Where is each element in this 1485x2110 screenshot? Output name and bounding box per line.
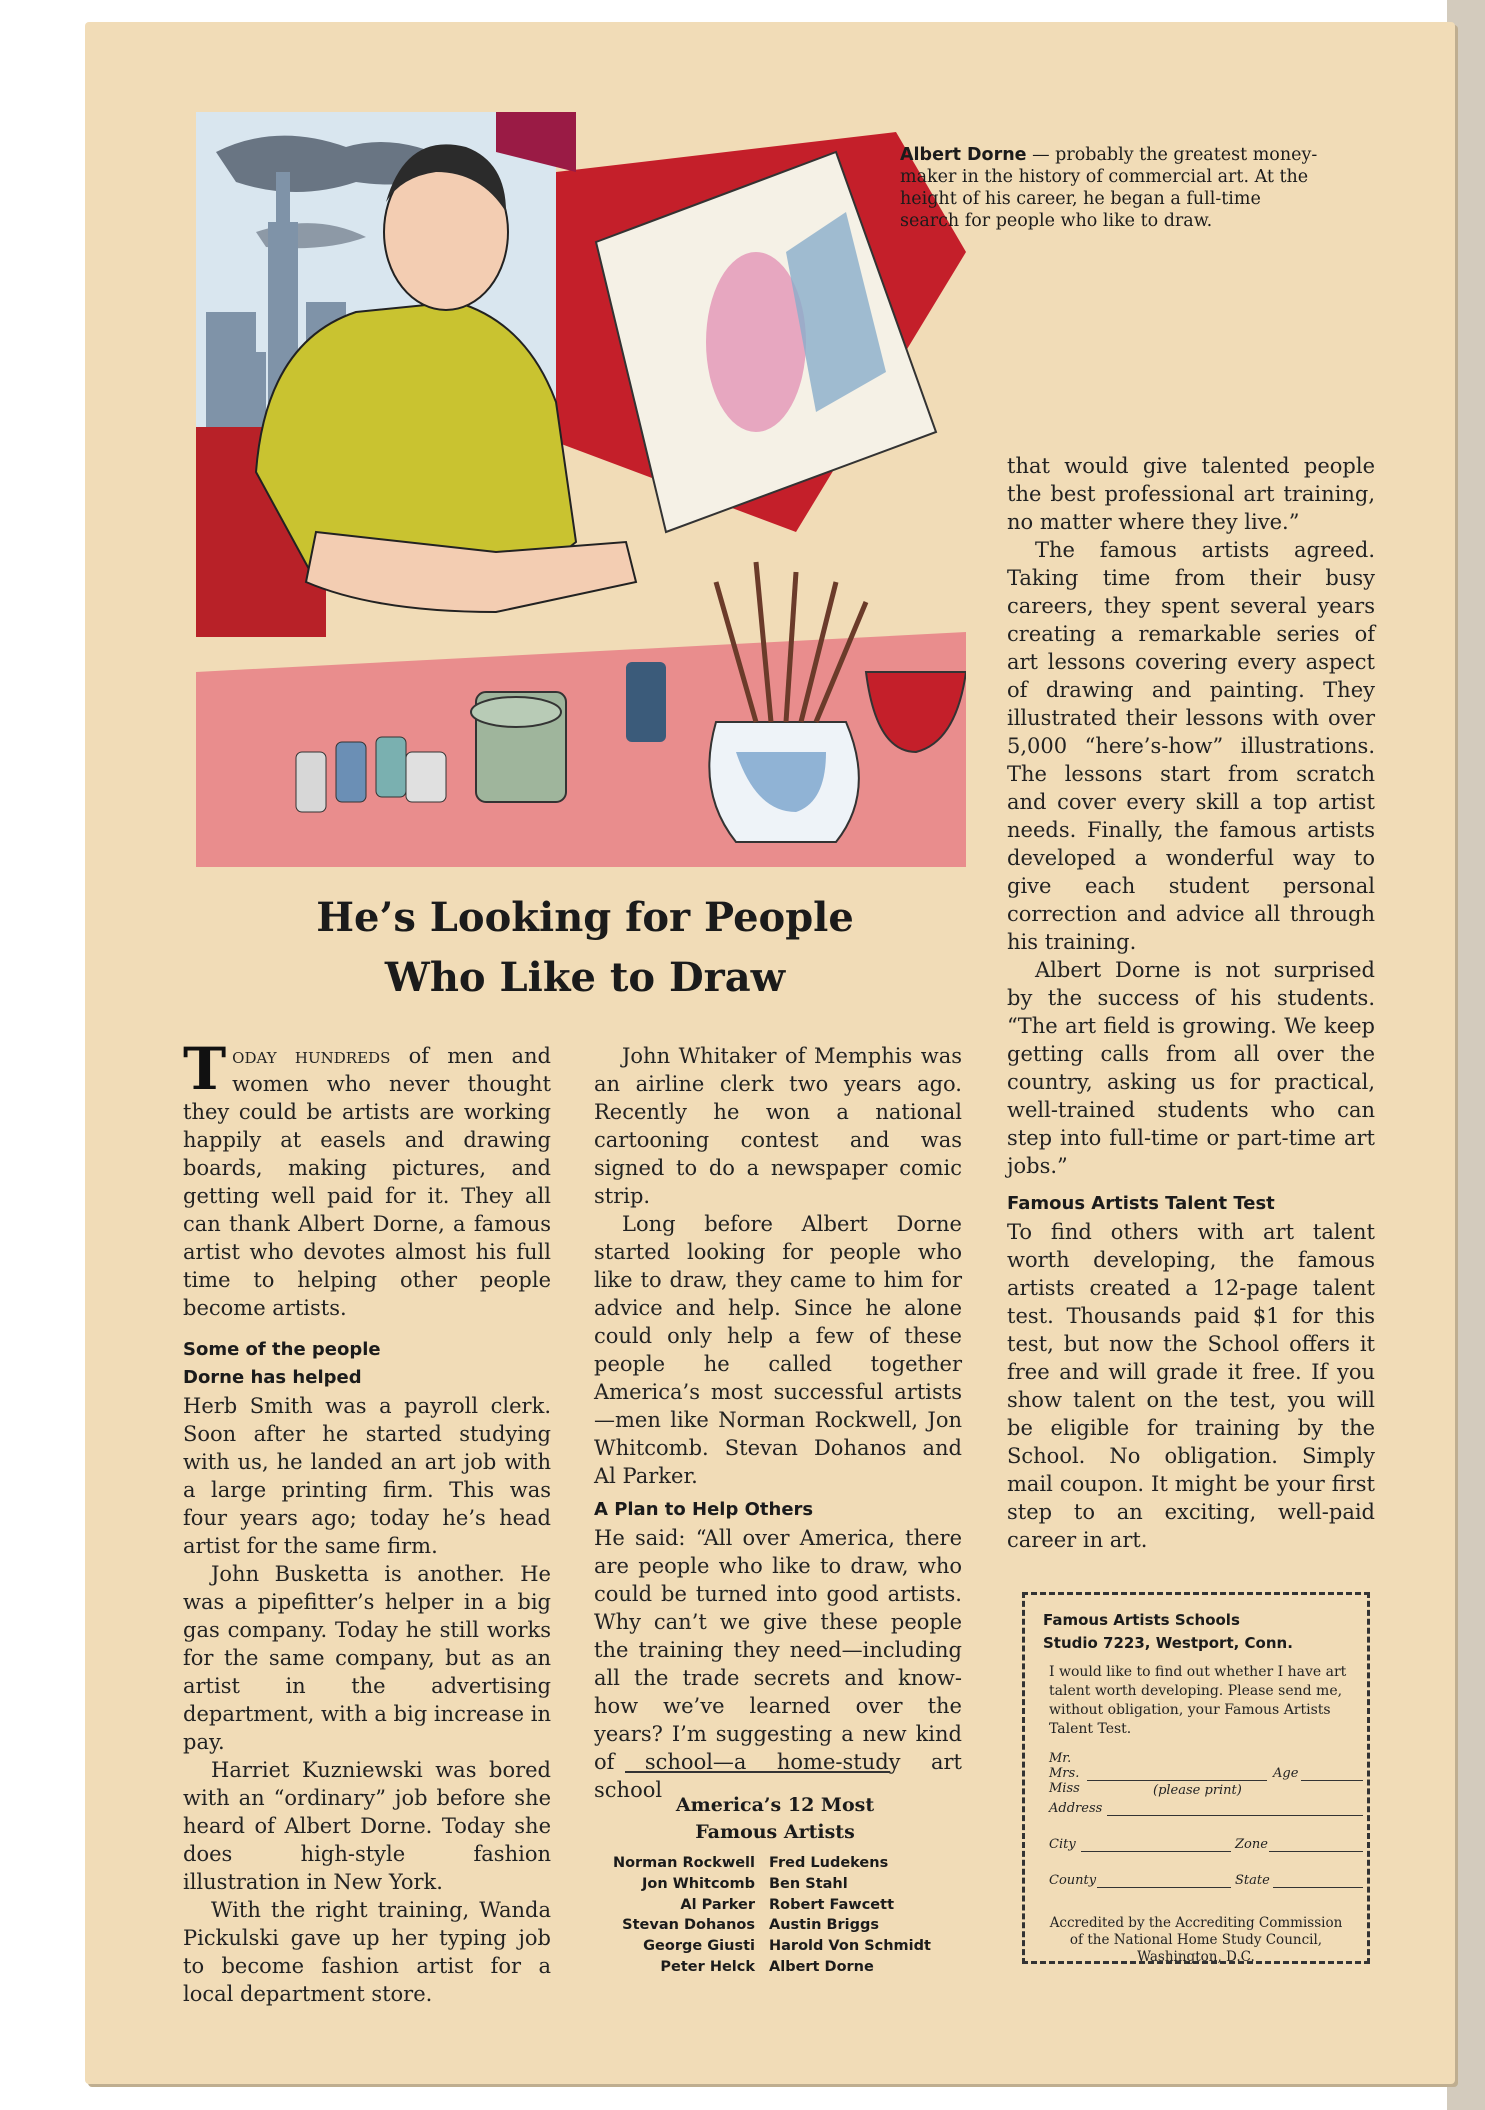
coupon-label-city: City <box>1049 1837 1076 1852</box>
artist-name: Al Parker <box>680 1896 755 1913</box>
coupon-label-zone: Zone <box>1235 1837 1268 1852</box>
subhead-plan: A Plan to Help Others <box>594 1499 814 1520</box>
artist-name: Harold Von Schmidt <box>769 1938 931 1955</box>
famous-artists-title-1: America’s 12 Most <box>675 1794 875 1816</box>
age-field[interactable] <box>1301 1780 1363 1781</box>
artist-name: Norman Rockwell <box>612 1855 755 1871</box>
famous-artists-title-2: Famous Artists <box>695 1821 855 1843</box>
artist-name: Robert Fawcett <box>769 1896 894 1913</box>
lead-smallcaps: oday hundreds <box>232 1044 391 1068</box>
artist-row <box>585 1957 985 1978</box>
coupon-request-text: I would like to find out whether I have art talent worth developing. Please send me, without obligation, your Famous Artists Talent Test. <box>1049 1664 1347 1737</box>
coupon-accreditation: Accredited by the Accrediting Commission of the National Home Study Council, Washington, D.C. <box>1049 1915 1343 1965</box>
paragraph-artists-agreed: The famous artists agreed. Taking time from their busy careers, they spent several years creating a remarkable series of art lessons covering every aspect of drawing and painting. They illustrated their lessons with over 5,000 “here’s-how” illustrations. The lessons start from scratch and cover every skill a top artist needs. Finally, the famous artists developed a wonderful way to give each student personal correction and advice all through his training. <box>1007 538 1375 954</box>
headline-line-2: Who Like to Draw <box>384 954 786 1001</box>
artist-row <box>585 1895 985 1916</box>
coupon-label-mrs: Mrs. <box>1049 1766 1080 1781</box>
artist-illustration <box>196 112 966 867</box>
paragraph-wanda-pickulski: With the right training, Wanda Pickulski gave up her typing job to become fashion artist for a local department store. <box>183 1898 551 2006</box>
headline <box>205 888 965 1008</box>
coupon-label-state: State <box>1235 1873 1270 1888</box>
drop-cap: T <box>183 1035 227 1103</box>
canvas-figure-dress <box>706 252 806 432</box>
artist-drawing-svg <box>196 112 966 867</box>
paragraph-herb-smith: Herb Smith was a payroll clerk. Soon after he started studying with us, he landed an art job with a large printing firm. This was four years ago; today he’s head artist for the same firm. <box>183 1394 551 1558</box>
subhead-people-helped-1: Some of the people <box>183 1339 381 1360</box>
paragraph-talented-people: that would give talented people the best professional art training, no matter where they live.” <box>1007 454 1375 534</box>
paragraph-john-whitaker: John Whitaker of Memphis was an airline clerk two years ago. Recently he won a national cartooning contest and was signed to do a newspaper comic strip. <box>594 1044 962 1208</box>
coupon-label-miss: Miss <box>1049 1781 1080 1796</box>
address-field[interactable] <box>1107 1815 1363 1816</box>
paragraph-talent-test: To find others with art talent worth developing, the famous artists created a 12-page talent test. Thousands paid $1 for this test, but now the School offers it free and will grade it free. If you show talent on the test, you will be eligible for training by the School. No obligation. Simply mail coupon. It might be your first step to an exciting, well-paid career in art. <box>1007 1220 1375 1552</box>
famous-artists-list <box>585 1853 985 1978</box>
artist-name: Austin Briggs <box>769 1917 880 1934</box>
famous-artists-title <box>590 1792 960 1846</box>
illustration-caption <box>900 144 1320 232</box>
paragraph-harriet-kuzniewski: Harriet Kuzniewski was bored with an “ordinary” job before she heard of Albert Dorne. Today she does high-style fashion illustration in New York. <box>183 1758 551 1894</box>
coupon-label-county: County <box>1049 1873 1097 1888</box>
name-field[interactable] <box>1087 1780 1267 1781</box>
artist-row <box>585 1874 985 1895</box>
subhead-talent-test: Famous Artists Talent Test <box>1007 1193 1275 1214</box>
caption-text: — probably the greatest money-maker in the history of commercial art. At the height of his career, he began a full-time search for people who like to draw. <box>900 145 1318 231</box>
artist-name: George Giusti <box>643 1938 755 1955</box>
paragraph-he-said: He said: “All over America, there are people who like to draw, who could be turned into good artists. Why can’t we give these people the training they need—including all the trade secrets and know-how we’ve learned over the years? I’m suggesting a new kind of school—a home-study art school <box>594 1526 962 1802</box>
article-column-3 <box>1007 452 1375 1554</box>
artist-name: Albert Dorne <box>769 1958 874 1975</box>
paragraph-john-busketta: John Busketta is another. He was a pipefitter’s helper in a big gas company. Today he still works for the same company, but as an artist in the advertising department, with a big increase in pay. <box>183 1562 551 1754</box>
intro-text: of men and women who never thought they could be artists are working happily at easels and drawing boards, making pictures, and getting well paid for it. They all can thank Albert Dorne, a famous artist who devotes almost his full time to helping other people become artists. <box>183 1044 552 1320</box>
artist-row <box>585 1936 985 1957</box>
city-field[interactable] <box>1081 1851 1231 1852</box>
ink-bottle <box>626 662 666 742</box>
paragraph-not-surprised: Albert Dorne is not surprised by the success of his students. “The art field is growing. We keep getting calls from all over the country, asking us for practical, well-trained students who can step into full-time or part-time art jobs.” <box>1007 958 1375 1178</box>
coupon-label-mr: Mr. <box>1049 1751 1072 1766</box>
mail-coupon[interactable] <box>1022 1592 1370 1964</box>
coupon-studio-address: Studio 7223, Westport, Conn. <box>1043 1634 1293 1652</box>
paragraph-long-before: Long before Albert Dorne started looking for people who like to draw, they came to him for advice and help. Since he alone could only help a few of these people he called together America’s most successful artists —men like Norman Rockwell, Jon Whitcomb. Stevan Dohanos and Al Parker. <box>594 1212 962 1488</box>
article-column-1 <box>183 1035 552 2008</box>
artist-row <box>585 1853 985 1874</box>
zone-field[interactable] <box>1269 1851 1363 1852</box>
caption-name: Albert Dorne <box>900 145 1027 165</box>
coupon-form-fields <box>1043 1751 1349 1911</box>
divider-rule <box>625 1771 890 1773</box>
headline-line-1: He’s Looking for People <box>316 894 854 941</box>
artist-name: Fred Ludekens <box>769 1855 889 1871</box>
county-field[interactable] <box>1097 1887 1231 1888</box>
artist-name: Ben Stahl <box>769 1875 848 1892</box>
artist-name: Stevan Dohanos <box>622 1917 755 1934</box>
subhead-people-helped-2: Dorne has helped <box>183 1367 362 1388</box>
artist-row <box>585 1915 985 1936</box>
artist-name: Peter Helck <box>660 1958 755 1975</box>
coupon-label-age: Age <box>1273 1766 1299 1781</box>
artist-name: Jon Whitcomb <box>642 1875 755 1892</box>
coupon-please-print: (please print) <box>1153 1783 1242 1798</box>
coupon-label-address: Address <box>1049 1801 1103 1816</box>
article-column-2 <box>594 1042 962 1804</box>
coupon-school-name: Famous Artists Schools <box>1043 1611 1240 1629</box>
state-field[interactable] <box>1273 1887 1363 1888</box>
intro-paragraph <box>183 1035 552 1322</box>
